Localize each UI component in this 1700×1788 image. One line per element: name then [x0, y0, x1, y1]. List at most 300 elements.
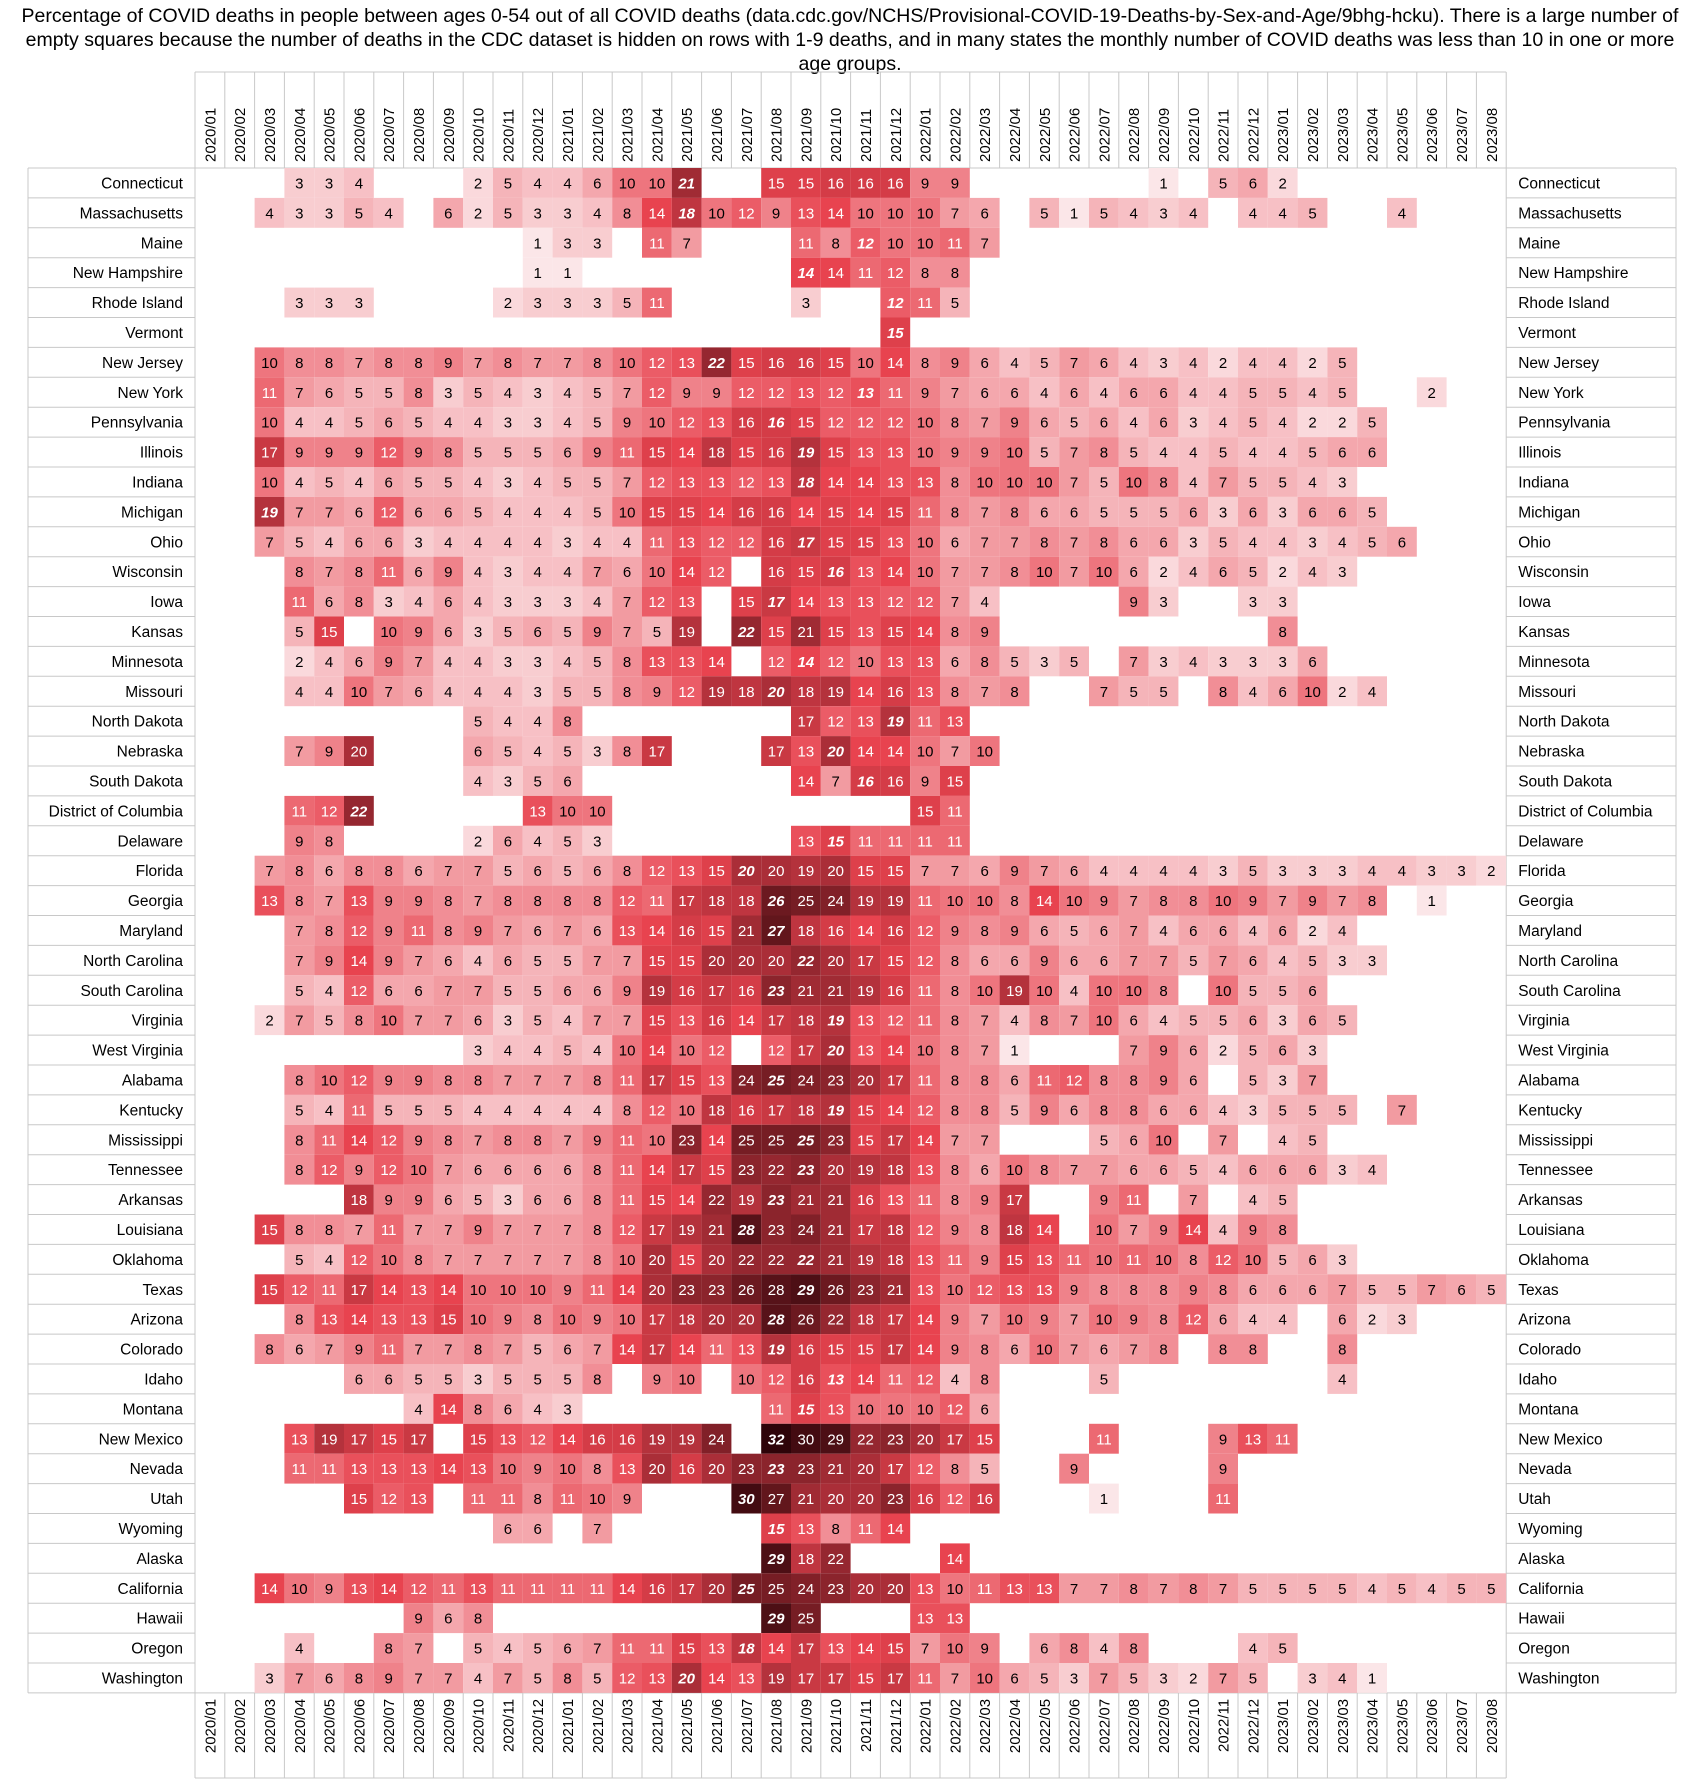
cell-value-label: 8 — [1338, 1341, 1347, 1359]
column-label-top: 2021/10 — [828, 107, 846, 162]
cell-value-label: 17 — [648, 1072, 666, 1090]
cell-value-label: 9 — [1010, 922, 1019, 940]
cell-value-label: 16 — [827, 175, 845, 193]
cell-value-label: 6 — [1159, 384, 1168, 402]
cell-value-label: 22 — [737, 623, 755, 641]
cell-value-label: 14 — [857, 474, 874, 492]
cell-value-label: 3 — [1338, 952, 1347, 970]
cell-value-label: 4 — [324, 653, 334, 671]
cell-value-label: 5 — [1278, 474, 1287, 492]
column-label-bottom: 2020/07 — [381, 1698, 399, 1754]
row-label-right: Kansas — [1518, 623, 1570, 641]
cell-value-label: 15 — [767, 1520, 785, 1538]
cell-value-label: 14 — [916, 1311, 934, 1329]
cell-value-label: 8 — [444, 444, 453, 462]
cell-value-label: 15 — [439, 1311, 457, 1329]
cell-value-label: 5 — [1129, 683, 1138, 701]
cell-value-label: 6 — [980, 1401, 989, 1419]
cell-value-label: 29 — [827, 1431, 845, 1449]
cell-value-label: 10 — [618, 1311, 636, 1329]
cell-value-label: 29 — [767, 1550, 785, 1568]
cell-value-label: 30 — [797, 1431, 815, 1449]
cell-value-label: 16 — [737, 1102, 755, 1120]
cell-value-label: 14 — [708, 653, 725, 671]
cell-value-label: 4 — [295, 1640, 304, 1658]
cell-value-label: 8 — [593, 1192, 602, 1210]
cell-value-label: 6 — [563, 1640, 572, 1658]
cell-value-label: 9 — [950, 175, 960, 193]
cell-value-label: 16 — [648, 1580, 666, 1598]
row-label-left: Alaska — [136, 1550, 183, 1568]
cell-value-label: 9 — [384, 1670, 393, 1688]
row-label-left: Pennsylvania — [90, 414, 183, 432]
cell-value-label: 4 — [980, 594, 989, 612]
cell-value-label: 9 — [950, 1311, 960, 1329]
cell-value-label: 14 — [1035, 1221, 1053, 1239]
cell-value-label: 8 — [324, 922, 334, 940]
cell-value-label: 16 — [678, 1461, 696, 1479]
cell-value-label: 9 — [920, 384, 930, 402]
cell-value-label: 16 — [618, 1431, 636, 1449]
cell-value-label: 2 — [1308, 354, 1317, 372]
row-label-left: Alabama — [121, 1072, 183, 1090]
cell-value-label: 14 — [797, 265, 815, 283]
cell-value-label: 3 — [801, 295, 811, 313]
cell-value-label: 10 — [1095, 1012, 1113, 1030]
cell-value-label: 15 — [1006, 1251, 1023, 1269]
cell-value-label: 7 — [950, 1670, 960, 1688]
cell-value-label: 7 — [384, 683, 393, 701]
cell-value-label: 7 — [1099, 1162, 1109, 1180]
cell-value-label: 14 — [737, 1012, 755, 1030]
cell-value-label: 14 — [648, 922, 666, 940]
cell-value-label: 8 — [563, 893, 572, 911]
cell-value-label: 6 — [563, 444, 572, 462]
cell-value-label: 20 — [827, 863, 845, 881]
cell-value-label: 20 — [857, 1461, 874, 1479]
cell-value-label: 15 — [678, 504, 696, 522]
row-label-left: Missouri — [125, 683, 183, 701]
cell-value-label: 8 — [920, 354, 930, 372]
cell-value-label: 6 — [1010, 1072, 1019, 1090]
cell-value-label: 10 — [1035, 1341, 1053, 1359]
cell-value-label: 20 — [648, 1461, 666, 1479]
cell-value-label: 8 — [384, 354, 393, 372]
cell-value-label: 5 — [473, 444, 483, 462]
cell-value-label: 12 — [678, 414, 696, 432]
cell-value-label: 11 — [917, 833, 933, 851]
cell-value-label: 6 — [533, 922, 542, 940]
cell-value-label: 4 — [503, 1640, 513, 1658]
cell-value-label: 9 — [1248, 893, 1258, 911]
cell-value-label: 8 — [414, 1251, 423, 1269]
cell-value-label: 4 — [503, 683, 513, 701]
cell-value-label: 11 — [649, 893, 665, 911]
cell-value-label: 9 — [384, 893, 393, 911]
cell-value-label: 5 — [593, 414, 602, 432]
row-label-right: South Dakota — [1518, 773, 1613, 791]
cell-value-label: 4 — [533, 474, 542, 492]
cell-value-label: 10 — [886, 235, 904, 253]
cell-value-label: 4 — [1397, 863, 1407, 881]
cell-value-label: 20 — [737, 1311, 755, 1329]
row-label-right: Mississippi — [1518, 1132, 1594, 1150]
cell-value-label: 15 — [350, 1491, 368, 1509]
cell-value-label: 10 — [618, 354, 636, 372]
cell-value-label: 24 — [737, 1072, 755, 1090]
cell-value-label: 6 — [980, 384, 989, 402]
cell-value-label: 7 — [414, 1670, 423, 1688]
cell-value-label: 5 — [1248, 564, 1258, 582]
cell-value-label: 10 — [976, 743, 994, 761]
cell-value-label: 18 — [886, 1221, 904, 1239]
cell-value-label: 11 — [410, 922, 427, 940]
column-label-bottom: 2021/11 — [858, 1698, 875, 1753]
cell-value-label: 13 — [916, 1162, 934, 1180]
cell-value-label: 6 — [533, 1520, 542, 1538]
cell-value-label: 5 — [324, 474, 334, 492]
cell-value-label: 12 — [886, 594, 904, 612]
cell-value-label: 15 — [886, 623, 904, 641]
cell-value-label: 15 — [320, 623, 338, 641]
cell-value-label: 8 — [563, 1670, 572, 1688]
cell-value-label: 7 — [682, 235, 691, 253]
cell-value-label: 10 — [410, 1162, 427, 1180]
cell-value-label: 7 — [563, 922, 572, 940]
cell-value-label: 5 — [444, 1102, 453, 1120]
column-label-top: 2022/10 — [1185, 107, 1203, 162]
cell-value-label: 14 — [767, 1640, 785, 1658]
cell-value-label: 7 — [533, 354, 542, 372]
cell-value-label: 12 — [916, 594, 934, 612]
cell-value-label: 14 — [827, 474, 845, 492]
cell-value-label: 6 — [1278, 1162, 1287, 1180]
cell-value-label: 6 — [444, 1610, 453, 1628]
cell-value-label: 13 — [1006, 1580, 1023, 1598]
cell-value-label: 11 — [559, 1580, 576, 1598]
row-label-left: West Virginia — [92, 1042, 183, 1060]
cell-value-label: 3 — [324, 175, 334, 193]
cell-value-label: 5 — [503, 205, 513, 223]
cell-value-label: 12 — [708, 534, 725, 552]
cell-value-label: 4 — [1248, 683, 1258, 701]
cell-value-label: 13 — [916, 683, 934, 701]
cell-value-label: 4 — [1248, 1640, 1258, 1658]
cell-value-label: 7 — [503, 1221, 513, 1239]
cell-value-label: 5 — [593, 1670, 602, 1688]
cell-value-label: 15 — [916, 803, 934, 821]
column-label-bottom: 2022/09 — [1156, 1698, 1173, 1754]
cell-value-label: 16 — [588, 1431, 606, 1449]
cell-value-label: 5 — [1010, 1102, 1019, 1120]
cell-value-label: 23 — [857, 1281, 874, 1299]
cell-value-label: 2 — [1338, 414, 1347, 432]
cell-value-label: 10 — [648, 564, 666, 582]
cell-value-label: 7 — [1218, 474, 1228, 492]
cell-value-label: 13 — [678, 534, 696, 552]
cell-value-label: 7 — [533, 1251, 542, 1269]
cell-value-label: 16 — [767, 534, 785, 552]
cell-value-label: 15 — [648, 952, 666, 970]
cell-value-label: 9 — [1159, 1042, 1168, 1060]
cell-value-label: 19 — [797, 863, 815, 881]
cell-value-label: 8 — [1159, 1311, 1168, 1329]
cell-value-label: 24 — [797, 1072, 815, 1090]
cell-value-label: 4 — [503, 1102, 513, 1120]
cells-layer — [255, 168, 1507, 1693]
cell-value-label: 9 — [652, 683, 662, 701]
cell-value-label: 10 — [976, 474, 994, 492]
cell-value-label: 10 — [946, 1640, 964, 1658]
cell-value-label: 7 — [1129, 893, 1138, 911]
row-label-left: New Hampshire — [72, 265, 183, 283]
row-label-left: Georgia — [127, 893, 183, 911]
cell-value-label: 5 — [1397, 1281, 1407, 1299]
cell-value-label: 28 — [767, 1311, 785, 1329]
cell-value-label: 26 — [737, 1281, 755, 1299]
cell-value-label: 3 — [1338, 1251, 1347, 1269]
cell-value-label: 4 — [265, 205, 274, 223]
cell-value-label: 6 — [1248, 1012, 1258, 1030]
cell-value-label: 7 — [354, 354, 364, 372]
cell-value-label: 8 — [444, 922, 453, 940]
cell-value-label: 5 — [593, 683, 602, 701]
cell-value-label: 19 — [320, 1431, 338, 1449]
cell-value-label: 4 — [503, 534, 513, 552]
cell-value-label: 17 — [678, 893, 696, 911]
cell-value-label: 6 — [533, 1162, 542, 1180]
cell-value-label: 7 — [414, 1341, 423, 1359]
cell-value-label: 19 — [767, 1341, 785, 1359]
cell-value-label: 7 — [1218, 952, 1228, 970]
cell-value-label: 6 — [1099, 414, 1109, 432]
cell-value-label: 4 — [1338, 1670, 1347, 1688]
cell-value-label: 9 — [593, 1311, 602, 1329]
cell-value-label: 9 — [414, 1192, 423, 1210]
cell-value-label: 7 — [593, 1640, 602, 1658]
cell-value-label: 6 — [324, 384, 334, 402]
cell-value-label: 15 — [678, 1640, 696, 1658]
cell-value-label: 9 — [473, 1221, 483, 1239]
cell-value-label: 20 — [708, 1461, 725, 1479]
column-label-top: 2020/08 — [411, 107, 428, 162]
cell-value-label: 10 — [529, 1281, 547, 1299]
cell-value-label: 10 — [559, 803, 576, 821]
cell-value-label: 23 — [767, 1192, 785, 1210]
column-label-bottom: 2022/03 — [977, 1698, 995, 1754]
cell-value-label: 25 — [767, 1132, 785, 1150]
cell-value-label: 16 — [886, 773, 904, 791]
cell-value-label: 7 — [1010, 534, 1019, 552]
cell-value-label: 7 — [1069, 1311, 1079, 1329]
cell-value-label: 3 — [503, 1192, 513, 1210]
column-label-top: 2022/08 — [1126, 107, 1144, 162]
cell-value-label: 7 — [1129, 1341, 1138, 1359]
cell-value-label: 19 — [648, 1431, 666, 1449]
cell-value-label: 16 — [976, 1491, 994, 1509]
cell-value-label: 12 — [767, 1042, 785, 1060]
cell-value-label: 7 — [1069, 1580, 1079, 1598]
cell-value-label: 11 — [917, 1670, 933, 1688]
cell-value-label: 8 — [950, 1102, 960, 1120]
cell-value-label: 7 — [1069, 1012, 1079, 1030]
cell-value-label: 14 — [797, 773, 815, 791]
cell-value-label: 6 — [1308, 504, 1317, 522]
cell-value-label: 6 — [1308, 653, 1317, 671]
cell-value-label: 5 — [414, 414, 423, 432]
cell-value-label: 9 — [324, 444, 334, 462]
cell-value-label: 8 — [295, 893, 304, 911]
cell-value-label: 6 — [414, 504, 423, 522]
cell-value-label: 5 — [1248, 1580, 1258, 1598]
cell-value-label: 10 — [857, 653, 874, 671]
cell-value-label: 7 — [831, 773, 840, 791]
cell-value-label: 11 — [500, 1580, 516, 1598]
cell-value-label: 9 — [503, 1311, 513, 1329]
cell-value-label: 20 — [737, 952, 755, 970]
cell-value-label: 14 — [916, 623, 934, 641]
cell-value-label: 12 — [767, 384, 785, 402]
cell-value-label: 3 — [1308, 1670, 1317, 1688]
cell-value-label: 7 — [414, 1012, 423, 1030]
cell-value-label: 7 — [473, 893, 483, 911]
cell-value-label: 15 — [857, 863, 874, 881]
cell-value-label: 12 — [618, 1221, 636, 1239]
cell-value-label: 6 — [1189, 922, 1198, 940]
cell-value-label: 6 — [503, 1162, 513, 1180]
cell-value-label: 8 — [1218, 1281, 1228, 1299]
cell-value-label: 12 — [827, 384, 845, 402]
cell-value-label: 19 — [1006, 982, 1023, 1000]
cell-value-label: 17 — [350, 1281, 368, 1299]
cell-value-label: 13 — [797, 1520, 815, 1538]
cell-value-label: 12 — [916, 1461, 934, 1479]
cell-value-label: 12 — [380, 1162, 398, 1180]
cell-value-label: 4 — [563, 384, 572, 402]
chart-title-text: Percentage of COVID deaths in people between ages 0-54 out of all COVID deaths (data.cdc.gov/NCHS/Provisional-COVID-19-Deaths-by-Sex-and-Age/9bhg-hcku). There is a large number of empty squares because the number of deaths in the CDC dataset is hidden on rows with 1-9 deaths, and in many states the monthly number of COVID deaths was less than 10 in one or more age groups. — [21, 5, 1679, 75]
cell-value-label: 9 — [384, 1072, 393, 1090]
row-label-left: Oklahoma — [112, 1251, 183, 1269]
cell-value-label: 17 — [767, 1012, 785, 1030]
cell-value-label: 5 — [384, 1102, 393, 1120]
cell-value-label: 7 — [950, 1132, 960, 1150]
column-label-top: 2023/01 — [1275, 107, 1293, 162]
cell-value-label: 5 — [1069, 922, 1079, 940]
cell-value-label: 10 — [1304, 683, 1321, 701]
column-label-top: 2023/05 — [1394, 107, 1412, 162]
cell-value-label: 9 — [1159, 1221, 1168, 1239]
column-label-bottom: 2022/01 — [917, 1698, 935, 1754]
cell-value-label: 4 — [563, 1102, 572, 1120]
column-label-top: 2020/02 — [232, 107, 250, 162]
cell-value-label: 3 — [1248, 653, 1258, 671]
cell-value-label: 8 — [1129, 1281, 1138, 1299]
cell-value-label: 9 — [1159, 1072, 1168, 1090]
cell-value-label: 13 — [410, 1281, 427, 1299]
cell-value-label: 13 — [648, 1670, 666, 1688]
cell-value-label: 9 — [771, 205, 781, 223]
cell-value-label: 29 — [767, 1610, 785, 1628]
cell-value-label: 10 — [1006, 1162, 1023, 1180]
cell-value-label: 5 — [1308, 952, 1317, 970]
cell-value-label: 6 — [384, 982, 393, 1000]
cell-value-label: 18 — [857, 1311, 874, 1329]
cell-value-label: 4 — [593, 205, 602, 223]
cell-value-label: 8 — [920, 265, 930, 283]
cell-value-label: 2 — [473, 205, 483, 223]
cell-value-label: 7 — [533, 1221, 542, 1239]
cell-value-label: 13 — [886, 534, 904, 552]
cell-value-label: 7 — [563, 1132, 572, 1150]
cell-value-label: 15 — [827, 444, 845, 462]
cell-value-label: 19 — [678, 1431, 696, 1449]
cell-value-label: 14 — [857, 922, 874, 940]
cell-value-label: 5 — [593, 653, 602, 671]
cell-value-label: 5 — [652, 623, 662, 641]
cell-value-label: 6 — [354, 534, 364, 552]
column-label-bottom: 2020/12 — [530, 1698, 548, 1754]
cell-value-label: 25 — [737, 1132, 755, 1150]
cell-value-label: 15 — [261, 1221, 278, 1239]
cell-value-label: 8 — [473, 1072, 483, 1090]
cell-value-label: 10 — [618, 504, 636, 522]
row-label-right: Texas — [1518, 1281, 1559, 1299]
cell-value-label: 6 — [1040, 414, 1049, 432]
column-label-top: 2022/12 — [1245, 107, 1263, 162]
cell-value-label: 4 — [414, 1401, 423, 1419]
cell-value-label: 8 — [354, 564, 364, 582]
cell-value-label: 1 — [1010, 1042, 1019, 1060]
cell-value-label: 12 — [857, 414, 874, 432]
cell-value-label: 6 — [980, 1162, 989, 1180]
column-label-top: 2021/12 — [887, 107, 905, 162]
cell-value-label: 9 — [980, 1640, 989, 1658]
cell-value-label: 22 — [767, 1162, 785, 1180]
cell-value-label: 6 — [1338, 504, 1347, 522]
cell-value-label: 16 — [737, 982, 755, 1000]
cell-value-label: 5 — [563, 1042, 572, 1060]
cell-value-label: 4 — [622, 534, 632, 552]
cell-value-label: 9 — [533, 1461, 542, 1479]
cell-value-label: 12 — [320, 1162, 338, 1180]
cell-value-label: 9 — [950, 1341, 960, 1359]
cell-value-label: 4 — [1218, 1102, 1228, 1120]
cell-value-label: 5 — [354, 205, 364, 223]
cell-value-label: 19 — [827, 683, 845, 701]
row-label-right: Alabama — [1518, 1072, 1580, 1090]
cell-value-label: 3 — [1338, 474, 1347, 492]
cell-value-label: 14 — [857, 743, 874, 761]
cell-value-label: 3 — [533, 205, 542, 223]
cell-value-label: 8 — [950, 623, 960, 641]
cell-value-label: 4 — [1129, 354, 1138, 372]
cell-value-label: 19 — [857, 1251, 874, 1269]
cell-value-label: 20 — [648, 1251, 666, 1269]
cell-value-label: 3 — [1367, 952, 1377, 970]
cell-value-label: 16 — [678, 982, 696, 1000]
cell-value-label: 8 — [563, 713, 572, 731]
cell-value-label: 5 — [354, 414, 364, 432]
row-label-right: Indiana — [1518, 474, 1570, 492]
cell-value-label: 12 — [350, 1072, 368, 1090]
cell-value-label: 7 — [1129, 922, 1138, 940]
cell-value-label: 7 — [920, 863, 930, 881]
cell-value-label: 8 — [1129, 1102, 1138, 1120]
cell-value-label: 3 — [1308, 1042, 1317, 1060]
cell-value-label: 12 — [737, 205, 755, 223]
cell-value-label: 4 — [1189, 354, 1198, 372]
cell-value-label: 6 — [533, 863, 542, 881]
